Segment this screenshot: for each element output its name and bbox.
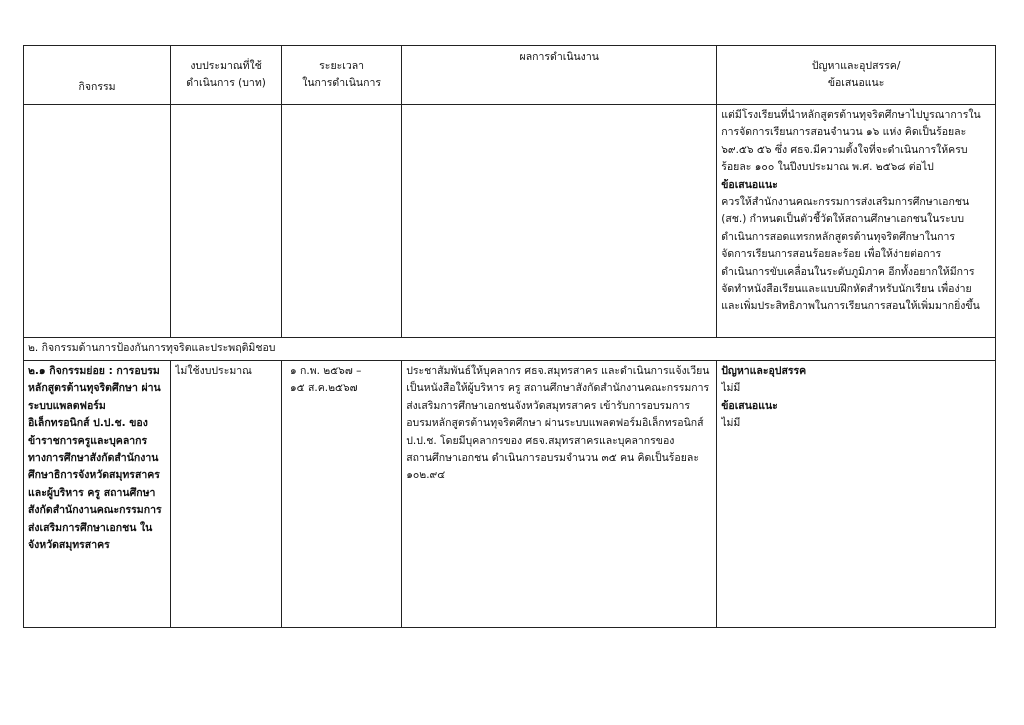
activity-name-line: ข้าราชการครูและบุคลากร [28, 434, 148, 447]
text-line: ๖๙.๕๖ ๕๖ ซึ่ง ศธจ.มีความตั้งใจที่จะดำเนินการให้ครบ [721, 143, 968, 156]
section-2-title: ๒. กิจกรรมด้านการป้องกันการทุจริตและประพฤติมิชอบ [24, 338, 996, 361]
suggestion-heading: ข้อเสนอแนะ [721, 399, 778, 412]
section-2-row [24, 338, 996, 361]
budget-cell [171, 361, 282, 628]
activity-name-line: ๒.๑ กิจกรรมย่อย : การอบรม [28, 365, 160, 377]
cont-period-cell [282, 105, 402, 338]
header-budget: งบประมาณที่ใช้ ดำเนินการ (บาท) [171, 46, 282, 105]
activity-name-line: อิเล็กทรอนิกส์ ป.ป.ช. ของ [28, 417, 148, 430]
activity-name-line: ระบบแพลตฟอร์ม [28, 399, 106, 412]
result-line: ๑๐๒.๙๔ [406, 469, 446, 482]
text-line: ร้อยละ ๑๐๐ ในปีงบประมาณ พ.ศ. ๒๕๖๘ ต่อไป [721, 161, 934, 174]
period-line: ๑๕ ส.ค.๒๕๖๗ [290, 382, 358, 395]
text-line: การจัดการเรียนการสอนจำนวน ๑๖ แห่ง คิดเป็นร้อยละ [721, 126, 967, 139]
text-line: แต่มีโรงเรียนที่นำหลักสูตรต้านทุจริตศึกษาไปบูรณาการใน [721, 109, 981, 121]
text-line: ดำเนินการขับเคลื่อนในระดับภูมิภาค อีกทั้งอยากให้มีการ [721, 265, 975, 278]
cont-activity-cell [24, 105, 171, 338]
continuation-row [24, 105, 996, 338]
result-line: เป็นหนังสือให้ผู้บริหาร ครู สถานศึกษาสังกัดสำนักงานคณะกรรมการ [406, 382, 710, 395]
suggestion-heading: ข้อเสนอแนะ [721, 178, 778, 191]
result-line: สถานศึกษาเอกชน ดำเนินการอบรมจำนวน ๓๕ คน คิดเป็นร้อยละ [406, 452, 699, 465]
text-line: ควรให้สำนักงานคณะกรรมการส่งเสริมการศึกษาเอกชน [721, 196, 970, 209]
activity-name-line: ทางการศึกษาสังกัดสำนักงาน [28, 452, 159, 465]
suggestion-value: ไม่มี [721, 417, 741, 430]
cont-result-cell [402, 105, 717, 338]
report-table [23, 45, 996, 628]
period-cell [282, 361, 402, 628]
activity-name-line: ส่งเสริมการศึกษาเอกชน ใน [28, 521, 153, 534]
activity-name-line: สังกัดสำนักงานคณะกรรมการ [28, 504, 162, 517]
problem-cell [717, 361, 996, 628]
header-problem: ปัญหาและอุปสรรค/ ข้อเสนอแนะ [717, 46, 996, 105]
activity-name-line: และผู้บริหาร ครู สถานศึกษา [28, 486, 156, 499]
text-line: จัดทำหนังสือเรียนและแบบฝึกหัดสำหรับนักเรียน เพื่อง่าย [721, 283, 972, 296]
result-cell [402, 361, 717, 628]
problem-value: ไม่มี [721, 382, 741, 395]
activity-name-line: ศึกษาธิการจังหวัดสมุทรสาคร [28, 469, 160, 482]
text-line: ดำเนินการสอดแทรกหลักสูตรต้านทุจริตศึกษาในการ [721, 230, 956, 243]
budget-value: ไม่ใช้งบประมาณ [175, 365, 252, 377]
activity-2-1-row [24, 361, 996, 628]
problem-heading: ปัญหาและอุปสรรค [721, 365, 807, 377]
activity-name-line: หลักสูตรต้านทุจริตศึกษา ผ่าน [28, 382, 161, 395]
table-header-row [24, 46, 996, 105]
cont-budget-cell [171, 105, 282, 338]
header-period: ระยะเวลา ในการดำเนินการ [282, 46, 402, 105]
activity-name-line: จังหวัดสมุทรสาคร [28, 539, 110, 552]
period-line: ๑ ก.พ. ๒๕๖๗ – [290, 365, 362, 377]
text-line: (สช.) กำหนดเป็นตัวชี้วัดให้สถานศึกษาเอกชนในระบบ [721, 213, 964, 226]
cont-problem-cell [717, 105, 996, 338]
text-line: และเพิ่มประสิทธิภาพในการเรียนการสอนให้เพิ่มมากยิ่งขึ้น [721, 300, 980, 313]
result-line: อบรมหลักสูตรต้านทุจริตศึกษา ผ่านระบบแพลตฟอร์มอิเล็กทรอนิกส์ [406, 417, 704, 430]
header-result: ผลการดำเนินงาน [402, 46, 717, 105]
result-line: ป.ป.ช. โดยมีบุคลากรของ ศธจ.สมุทรสาครและบุคลากรของ [406, 434, 675, 447]
result-line: ส่งเสริมการศึกษาเอกชนจังหวัดสมุทรสาคร เข้ารับการอบรมการ [406, 399, 691, 412]
activity-name-cell [24, 361, 171, 628]
header-activity: กิจกรรม [24, 46, 171, 105]
result-line: ประชาสัมพันธ์ให้บุคลากร ศธจ.สมุทรสาคร และดำเนินการแจ้งเวียน [406, 365, 710, 377]
text-line: จัดการเรียนการสอนร้อยละร้อย เพื่อให้ง่ายต่อการ [721, 248, 942, 261]
